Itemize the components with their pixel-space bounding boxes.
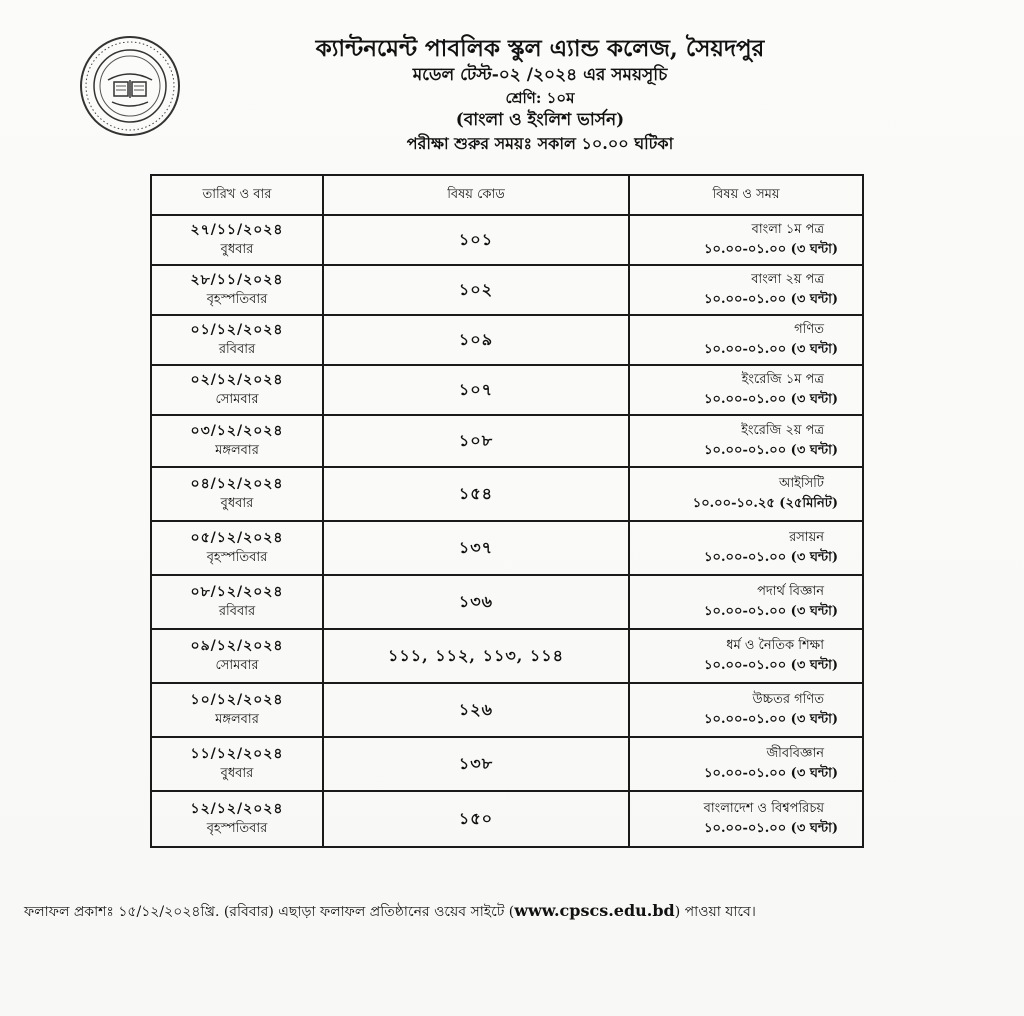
exam-schedule-table [150, 174, 864, 848]
table-row [151, 365, 863, 415]
table-row [151, 467, 863, 521]
date-cell [151, 737, 323, 791]
subject-code: ১০১ [323, 215, 629, 265]
date-cell [151, 315, 323, 365]
table-row [151, 315, 863, 365]
subject-code: ১২৬ [323, 683, 629, 737]
exam-day: রবিবার [218, 341, 256, 357]
subject-code: ১৫৪ [323, 467, 629, 521]
column-header-subject: বিষয় ও সময় [629, 175, 863, 215]
table-row [151, 737, 863, 791]
exam-date: ০৪/১২/২০২৪ [190, 476, 284, 493]
document-header [190, 28, 890, 153]
exam-title: মডেল টেস্ট-০২ /২০২৪ এর সময়সূচি [412, 65, 668, 86]
exam-date: ০৫/১২/২০২৪ [190, 530, 284, 547]
subject-cell [629, 365, 863, 415]
institution-name: ক্যান্টনমেন্ট পাবলিক স্কুল এ্যান্ড কলেজ, সৈয়দপুর [315, 35, 765, 62]
subject-name: বাংলা ১ম পত্র [751, 221, 824, 237]
subject-name: গণিত [794, 321, 824, 337]
subject-cell [629, 315, 863, 365]
exam-time: ১০.০০-০১.০০ (৩ ঘন্টা) [704, 821, 838, 836]
date-cell [151, 265, 323, 315]
subject-name: ধর্ম ও নৈতিক শিক্ষা [726, 637, 824, 653]
exam-date: ০২/১২/২০২৪ [190, 372, 284, 389]
subject-code: ১০৮ [323, 415, 629, 467]
subject-code: ১৩৬ [323, 575, 629, 629]
date-cell [151, 521, 323, 575]
table-row [151, 215, 863, 265]
subject-cell [629, 265, 863, 315]
column-header-date: তারিখ ও বার [151, 175, 323, 215]
subject-cell [629, 521, 863, 575]
subject-name: ইংরেজি ২য় পত্র [741, 422, 824, 438]
subject-cell [629, 215, 863, 265]
website-link[interactable]: www.cpscs.edu.bd [514, 901, 675, 920]
subject-code: ১৫০ [323, 791, 629, 847]
subject-code: ১০২ [323, 265, 629, 315]
result-publication-note [24, 900, 1014, 924]
exam-day: বৃহস্পতিবার [206, 549, 268, 565]
table-row [151, 791, 863, 847]
exam-time: ১০.০০-০১.০০ (৩ ঘন্টা) [704, 712, 838, 727]
exam-time: ১০.০০-০১.০০ (৩ ঘন্টা) [704, 550, 838, 565]
result-note-text: ফলাফল প্রকাশঃ ১৫/১২/২০২৪খ্রি. (রবিবার) এছাড়া ফলাফল প্রতিষ্ঠানের ওয়েব সাইটে ( [24, 904, 515, 920]
exam-time: ১০.০০-১০.২৫ (২৫মিনিট) [692, 496, 838, 511]
date-cell [151, 415, 323, 467]
date-cell [151, 467, 323, 521]
exam-date: ১০/১২/২০২৪ [190, 692, 284, 709]
exam-day: বৃহস্পতিবার [206, 291, 268, 307]
exam-day: বুধবার [220, 495, 254, 511]
date-cell [151, 629, 323, 683]
exam-time: ১০.০০-০১.০০ (৩ ঘন্টা) [704, 292, 838, 307]
exam-day: বৃহস্পতিবার [206, 820, 268, 836]
subject-code: ১৩৮ [323, 737, 629, 791]
date-cell [151, 791, 323, 847]
exam-day: সোমবার [215, 657, 259, 673]
subject-cell [629, 791, 863, 847]
exam-date: ১১/১২/২০২৪ [190, 746, 284, 763]
exam-date: ০৯/১২/২০২৪ [190, 638, 284, 655]
subject-name: ইংরেজি ১ম পত্র [741, 371, 824, 387]
subject-cell [629, 467, 863, 521]
exam-date: ২৭/১১/২০২৪ [190, 222, 284, 239]
result-note-end: ) পাওয়া যাবে। [674, 904, 756, 920]
exam-day: বুধবার [220, 241, 254, 257]
subject-name: উচ্চতর গণিত [752, 691, 824, 707]
subject-cell [629, 415, 863, 467]
table-row [151, 265, 863, 315]
class-label: শ্রেণি: ১০ম [505, 88, 575, 107]
subject-name: আইসিটি [778, 475, 824, 491]
subject-code: ১০৭ [323, 365, 629, 415]
subject-name: রসায়ন [789, 529, 824, 545]
exam-time: ১০.০০-০১.০০ (৩ ঘন্টা) [704, 604, 838, 619]
subject-name: বাংলা ২য় পত্র [751, 271, 824, 287]
date-cell [151, 365, 323, 415]
exam-day: মঙ্গলবার [215, 711, 259, 727]
table-row [151, 415, 863, 467]
exam-time: ১০.০০-০১.০০ (৩ ঘন্টা) [704, 443, 838, 458]
exam-start-time: পরীক্ষা শুরুর সময়ঃ সকাল ১০.০০ ঘটিকা [406, 133, 674, 153]
table-row [151, 521, 863, 575]
table-row [151, 575, 863, 629]
date-cell [151, 683, 323, 737]
column-header-code: বিষয় কোড [323, 175, 629, 215]
subject-code: ১৩৭ [323, 521, 629, 575]
exam-date: ১২/১২/২০২৪ [190, 801, 284, 818]
exam-date: ০১/১২/২০২৪ [190, 322, 284, 339]
subject-code: ১০৯ [323, 315, 629, 365]
exam-day: বুধবার [220, 765, 254, 781]
subject-cell [629, 575, 863, 629]
exam-time: ১০.০০-০১.০০ (৩ ঘন্টা) [704, 766, 838, 781]
exam-day: রবিবার [218, 603, 256, 619]
table-row [151, 629, 863, 683]
exam-date: ২৮/১১/২০২৪ [190, 272, 284, 289]
exam-day: মঙ্গলবার [215, 442, 259, 458]
subject-name: পদার্থ বিজ্ঞান [757, 583, 824, 599]
exam-day: সোমবার [215, 391, 259, 407]
subject-cell [629, 737, 863, 791]
subject-cell [629, 683, 863, 737]
exam-date: ০৮/১২/২০২৪ [190, 584, 284, 601]
exam-time: ১০.০০-০১.০০ (৩ ঘন্টা) [704, 342, 838, 357]
subject-cell [629, 629, 863, 683]
table-header-row [151, 175, 863, 215]
exam-time: ১০.০০-০১.০০ (৩ ঘন্টা) [704, 392, 838, 407]
table-row [151, 683, 863, 737]
exam-date: ০৩/১২/২০২৪ [190, 423, 284, 440]
exam-time: ১০.০০-০১.০০ (৩ ঘন্টা) [704, 242, 838, 257]
subject-name: বাংলাদেশ ও বিশ্বপরিচয় [703, 800, 824, 816]
subject-code: ১১১, ১১২, ১১৩, ১১৪ [323, 629, 629, 683]
date-cell [151, 575, 323, 629]
date-cell [151, 215, 323, 265]
exam-time: ১০.০০-০১.০০ (৩ ঘন্টা) [704, 658, 838, 673]
school-seal-icon [78, 34, 182, 138]
version-label: (বাংলা ও ইংলিশ ভার্সন) [455, 110, 625, 131]
subject-name: জীববিজ্ঞান [766, 745, 824, 761]
